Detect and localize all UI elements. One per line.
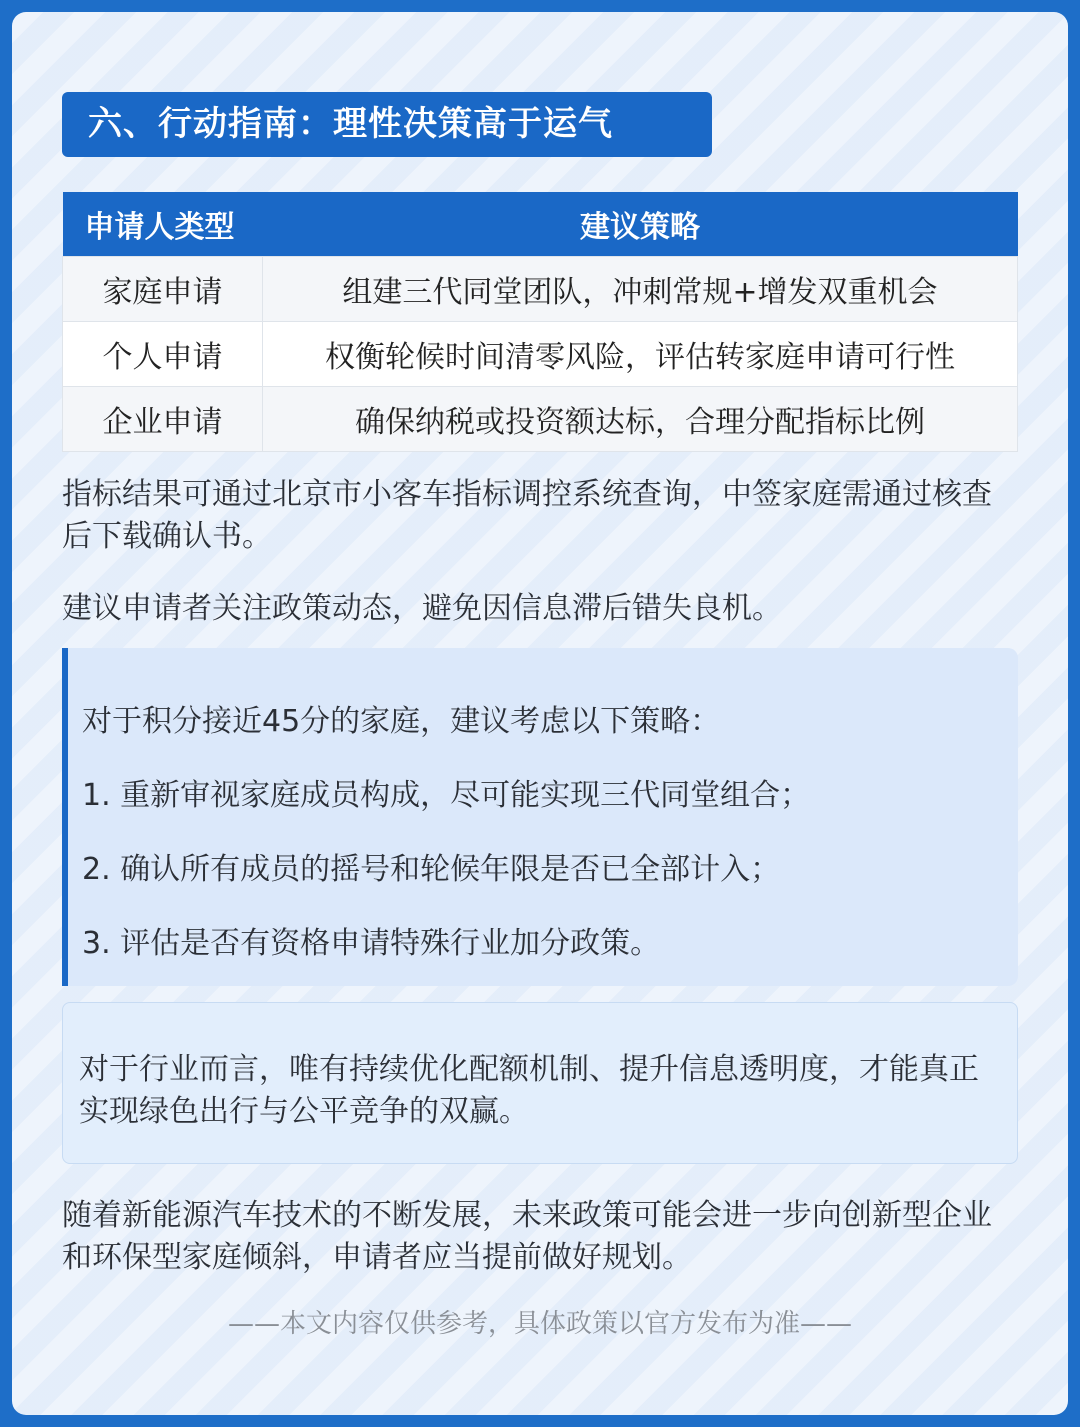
column-header-strategy: 建议策略	[263, 192, 1018, 257]
table-row	[63, 257, 1018, 322]
table-cell-type: 家庭申请	[63, 257, 263, 322]
table-row	[63, 322, 1018, 387]
paragraph-query-info: 指标结果可通过北京市小客车指标调控系统查询，中签家庭需通过核查后下载确认书。	[62, 477, 992, 554]
column-header-applicant-type: 申请人类型	[63, 192, 263, 257]
paragraph-closing: 随着新能源汽车技术的不断发展，未来政策可能会进一步向创新型企业和环保型家庭倾斜，申请者应当提前做好规划。	[62, 1198, 992, 1275]
table-cell-strategy: 权衡轮候时间清零风险，评估转家庭申请可行性	[263, 322, 1018, 387]
table-cell-strategy: 组建三代同堂团队，冲刺常规+增发双重机会	[263, 257, 1018, 322]
table-cell-strategy: 确保纳税或投资额达标，合理分配指标比例	[263, 387, 1018, 452]
table-row	[63, 387, 1018, 452]
table-cell-type: 企业申请	[63, 387, 263, 452]
table-header-row	[63, 192, 1018, 257]
industry-note-box	[62, 1002, 1018, 1164]
strategy-table	[62, 192, 1018, 452]
paragraph-policy-advice: 建议申请者关注政策动态，避免因信息滞后错失良机。	[62, 591, 782, 626]
section-title: 六、行动指南：理性决策高于运气	[62, 92, 712, 157]
strategy-callout	[62, 648, 1018, 986]
table-cell-type: 个人申请	[63, 322, 263, 387]
callout-item: 3. 评估是否有资格申请特殊行业加分政策。	[82, 926, 661, 961]
disclaimer-footer: ——本文内容仅供参考，具体政策以官方发布为准——	[227, 1309, 852, 1339]
industry-note-text: 对于行业而言，唯有持续优化配额机制、提升信息透明度，才能真正实现绿色出行与公平竞争的双赢。	[79, 1052, 979, 1129]
callout-item: 2. 确认所有成员的摇号和轮候年限是否已全部计入；	[82, 852, 781, 887]
callout-intro: 对于积分接近45分的家庭，建议考虑以下策略：	[82, 704, 721, 739]
callout-item: 1. 重新审视家庭成员构成，尽可能实现三代同堂组合；	[82, 778, 811, 813]
